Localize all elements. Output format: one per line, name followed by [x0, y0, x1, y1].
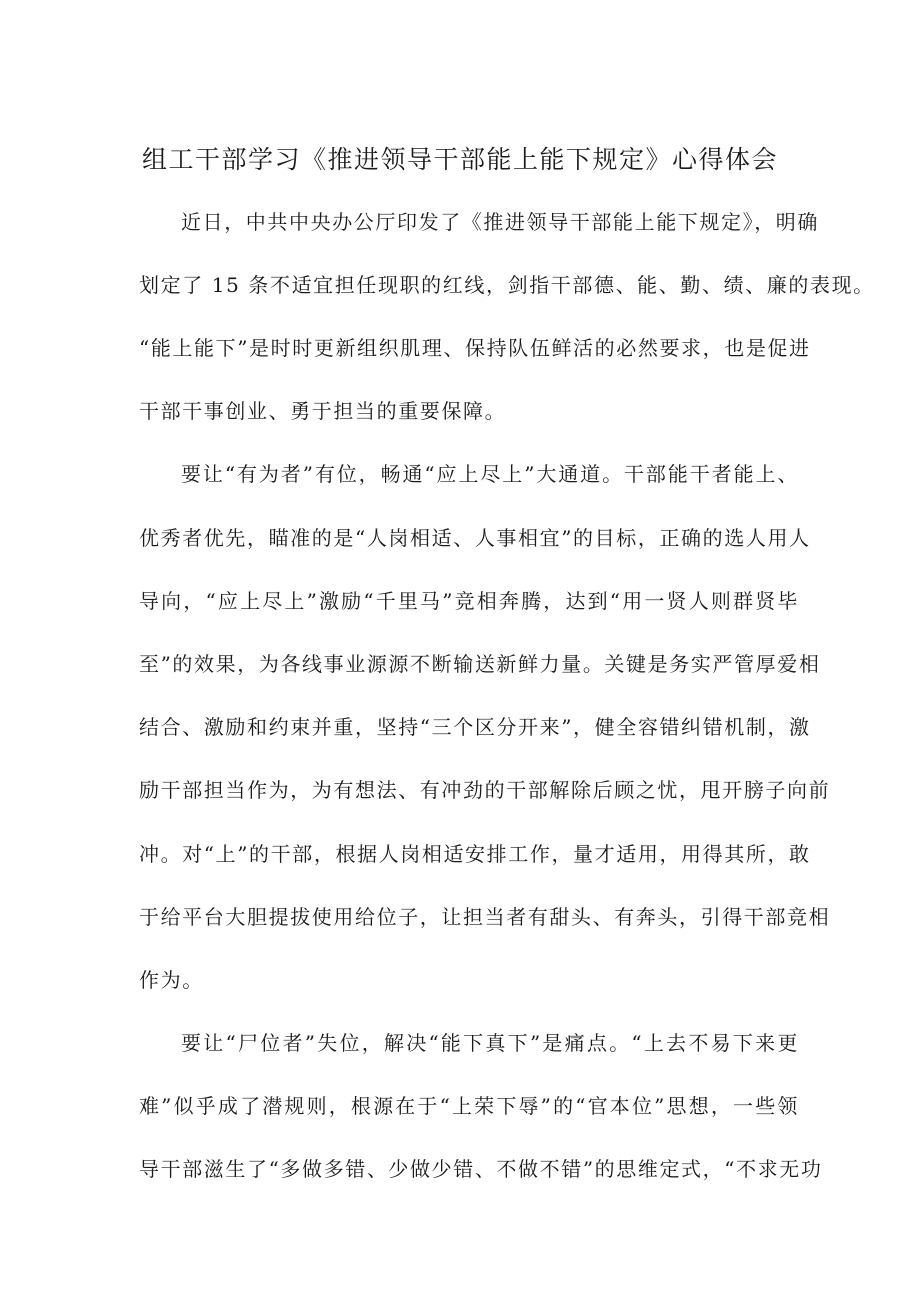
paragraph-1-line-4: 干部干事创业、勇于担当的重要保障。 [139, 399, 507, 423]
paragraph-3-line-1: 要让“尸位者”失位，解决“能下真下”是痛点。“上去不易下来更 [181, 1031, 799, 1055]
paragraph-2-line-4: 至”的效果，为各线事业源源不断输送新鲜力量。关键是务实严管厚爱相 [139, 652, 821, 676]
paragraph-2-line-3: 导向，“应上尽上”激励“千里马”竞相奔腾，达到“用一贤人则群贤毕 [139, 589, 799, 613]
paragraph-2-line-5: 结合、激励和约束并重，坚持“三个区分开来”，健全容错纠错机制，激 [139, 715, 811, 739]
paragraph-2-line-8: 于给平台大胆提拔使用给位子，让担当者有甜头、有奔头，引得干部竞相 [139, 905, 831, 929]
paragraph-2-line-1: 要让“有为者”有位，畅通“应上尽上”大通道。干部能干者能上、 [181, 462, 799, 486]
paragraph-2-line-2: 优秀者优先，瞄准的是“人岗相适、人事相宜”的目标，正确的选人用人 [139, 526, 811, 550]
paragraph-1-line-1: 近日，中共中央办公厅印发了《推进领导干部能上能下规定》，明确 [181, 210, 819, 234]
paragraph-3-line-2: 难”似乎成了潜规则，根源在于“上荣下辱”的“官本位”思想，一些领 [139, 1094, 799, 1118]
paragraph-3-line-3: 导干部滋生了“多做多错、少做少错、不做不错”的思维定式，“不求无功 [139, 1157, 823, 1181]
paragraph-1-line-2: 划定了 15 条不适宜担任现职的红线，剑指干部德、能、勤、绩、廉的表现。 [139, 273, 875, 297]
paragraph-1-line-3: “能上能下”是时时更新组织肌理、保持队伍鲜活的必然要求，也是促进 [139, 336, 811, 360]
document-title: 组工干部学习《推进领导干部能上能下规定》心得体会 [141, 145, 778, 174]
paragraph-2-line-7: 冲。对“上”的干部，根据人岗相适安排工作，量才适用，用得其所，敢 [139, 842, 811, 866]
paragraph-2-line-6: 励干部担当作为，为有想法、有冲劲的干部解除后顾之忧，甩开膀子向前 [139, 778, 831, 802]
paragraph-2-line-9: 作为。 [139, 968, 204, 992]
